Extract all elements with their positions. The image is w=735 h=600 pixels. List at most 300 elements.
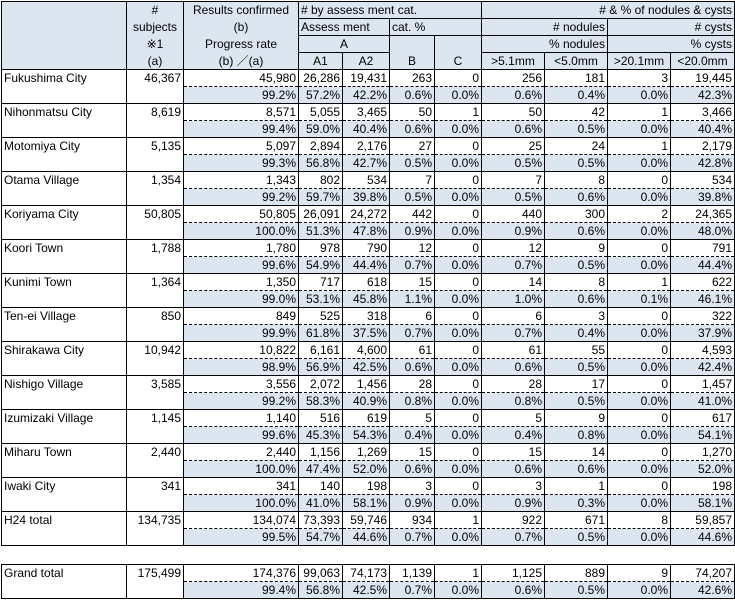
percent-cell: 0.0%	[435, 223, 482, 240]
percent-cell: 0.5%	[545, 529, 608, 546]
percent-cell: 41.0%	[299, 495, 343, 512]
count-cell: 6,161	[299, 342, 343, 359]
percent-cell: 0.0%	[435, 529, 482, 546]
percent-cell: 0.3%	[545, 495, 608, 512]
percent-cell: 0.1%	[608, 291, 671, 308]
header-results-line2: (b)	[184, 19, 299, 36]
count-cell: 28	[482, 376, 545, 393]
percent-cell: 0.9%	[390, 495, 435, 512]
percent-cell: 0.6%	[482, 121, 545, 138]
header-nodule-count: # nodules	[482, 19, 608, 36]
count-cell: 8	[608, 512, 671, 529]
percent-cell: 0.6%	[390, 121, 435, 138]
subjects-count: 341	[127, 478, 184, 512]
count-cell: 2	[608, 206, 671, 223]
percent-cell: 59.0%	[299, 121, 343, 138]
percent-cell: 0.0%	[608, 582, 671, 599]
count-cell: 263	[390, 70, 435, 87]
percent-cell: 0.0%	[435, 291, 482, 308]
municipality-name: Nishigo Village	[2, 376, 127, 410]
percent-cell: 61.8%	[299, 325, 343, 342]
percent-cell: 0.0%	[435, 393, 482, 410]
table-row	[2, 70, 735, 87]
percent-cell: 54.3%	[343, 427, 390, 444]
percent-cell: 0.0%	[608, 529, 671, 546]
percent-cell: 0.5%	[545, 121, 608, 138]
count-cell: 1	[545, 478, 608, 495]
percent-cell: 57.2%	[299, 87, 343, 104]
header-category-percent: cat. %	[390, 19, 482, 36]
count-cell: 1	[435, 104, 482, 121]
percent-cell: 0.6%	[482, 461, 545, 478]
subjects-count: 50,805	[127, 206, 184, 240]
percent-cell: 42.3%	[671, 87, 735, 104]
count-cell: 15	[482, 444, 545, 461]
subjects-count: 5,135	[127, 138, 184, 172]
percent-cell: 47.4%	[299, 461, 343, 478]
count-cell: 791	[671, 240, 735, 257]
count-cell: 0	[608, 308, 671, 325]
percent-cell: 53.1%	[299, 291, 343, 308]
count-cell: 59,746	[343, 512, 390, 529]
count-cell: 618	[343, 274, 390, 291]
percent-cell: 0.5%	[482, 155, 545, 172]
table-row	[2, 206, 735, 223]
percent-cell: 0.4%	[390, 427, 435, 444]
count-cell: 9	[545, 410, 608, 427]
percent-cell: 0.5%	[545, 359, 608, 376]
count-cell: 0	[435, 342, 482, 359]
count-cell: 3,466	[671, 104, 735, 121]
percent-cell: 0.0%	[608, 257, 671, 274]
header-results-line1: Results confirmed	[184, 2, 299, 19]
count-cell: 534	[343, 172, 390, 189]
percent-cell: 0.6%	[545, 189, 608, 206]
count-cell: 1,457	[671, 376, 735, 393]
percent-cell: 0.6%	[390, 87, 435, 104]
count-cell: 1,350	[184, 274, 299, 291]
header-nodule-percent: % nodules	[482, 36, 608, 53]
count-cell: 50	[390, 104, 435, 121]
percent-cell: 0.6%	[482, 582, 545, 599]
count-cell: 17	[545, 376, 608, 393]
count-cell: 2,179	[671, 138, 735, 155]
percent-cell: 0.7%	[390, 582, 435, 599]
count-cell: 0	[608, 478, 671, 495]
header-progress-rate: Progress rate	[184, 36, 299, 53]
header-progress-formula: (b) ／(a)	[184, 53, 299, 70]
table-row	[2, 138, 735, 155]
municipality-name: Izumizaki Village	[2, 410, 127, 444]
count-cell: 802	[299, 172, 343, 189]
percent-cell: 0.6%	[545, 461, 608, 478]
subjects-count: 1,354	[127, 172, 184, 206]
percent-cell: 0.0%	[608, 121, 671, 138]
count-cell: 26,091	[299, 206, 343, 223]
count-cell: 0	[435, 444, 482, 461]
percent-cell: 0.0%	[608, 223, 671, 240]
percent-cell: 0.0%	[435, 359, 482, 376]
count-cell: 74,207	[671, 565, 735, 582]
percent-cell: 42.7%	[343, 155, 390, 172]
percent-cell: 99.4%	[184, 121, 299, 138]
percent-cell: 0.9%	[482, 495, 545, 512]
percent-cell: 52.0%	[671, 461, 735, 478]
percent-cell: 0.6%	[545, 291, 608, 308]
percent-cell: 0.6%	[482, 87, 545, 104]
percent-cell: 0.0%	[608, 393, 671, 410]
count-cell: 442	[390, 206, 435, 223]
header-a1: A1	[299, 53, 343, 70]
percent-cell: 0.7%	[390, 257, 435, 274]
table-row	[2, 308, 735, 325]
percent-cell: 100.0%	[184, 223, 299, 240]
municipality-name: Otama Village	[2, 172, 127, 206]
percent-cell: 39.8%	[343, 189, 390, 206]
count-cell: 5,055	[299, 104, 343, 121]
count-cell: 440	[482, 206, 545, 223]
count-cell: 790	[343, 240, 390, 257]
subjects-count: 1,145	[127, 410, 184, 444]
municipality-name: Koriyama City	[2, 206, 127, 240]
count-cell: 0	[435, 172, 482, 189]
percent-cell: 0.0%	[608, 325, 671, 342]
table-row	[2, 104, 735, 121]
count-cell: 9	[608, 565, 671, 582]
count-cell: 55	[545, 342, 608, 359]
count-cell: 0	[435, 308, 482, 325]
municipality-name: Shirakawa City	[2, 342, 127, 376]
percent-cell: 0.0%	[435, 325, 482, 342]
municipality-name: Koori Town	[2, 240, 127, 274]
count-cell: 617	[671, 410, 735, 427]
percent-cell: 1.1%	[390, 291, 435, 308]
percent-cell: 42.4%	[671, 359, 735, 376]
percent-cell: 54.9%	[299, 257, 343, 274]
count-cell: 7	[390, 172, 435, 189]
subjects-count: 3,585	[127, 376, 184, 410]
count-cell: 717	[299, 274, 343, 291]
percent-cell: 0.4%	[545, 87, 608, 104]
count-cell: 619	[343, 410, 390, 427]
percent-cell: 45.3%	[299, 427, 343, 444]
count-cell: 525	[299, 308, 343, 325]
count-cell: 1,269	[343, 444, 390, 461]
count-cell: 534	[671, 172, 735, 189]
count-cell: 7	[482, 172, 545, 189]
percent-cell: 58.1%	[343, 495, 390, 512]
percent-cell: 0.7%	[482, 325, 545, 342]
count-cell: 27	[390, 138, 435, 155]
count-cell: 3	[390, 478, 435, 495]
header-blank	[2, 2, 127, 19]
count-cell: 978	[299, 240, 343, 257]
percent-cell: 0.5%	[545, 257, 608, 274]
count-cell: 25	[482, 138, 545, 155]
percent-cell: 1.0%	[482, 291, 545, 308]
municipality-name: H24 total	[2, 512, 127, 546]
percent-cell: 0.0%	[608, 427, 671, 444]
subjects-count: 8,619	[127, 104, 184, 138]
percent-cell: 0.4%	[482, 427, 545, 444]
header-cyst-lt: <20.0mm	[671, 53, 735, 70]
header-assessment-sub: Assess ment	[299, 19, 390, 36]
percent-cell: 56.8%	[299, 582, 343, 599]
municipality-name: Iwaki City	[2, 478, 127, 512]
percent-cell: 0.7%	[390, 325, 435, 342]
count-cell: 24,365	[671, 206, 735, 223]
subjects-count: 46,367	[127, 70, 184, 104]
table-row	[2, 376, 735, 393]
header-subjects-line2: subjects	[127, 19, 184, 36]
percent-cell: 40.4%	[671, 121, 735, 138]
count-cell: 0	[608, 376, 671, 393]
percent-cell: 0.0%	[608, 155, 671, 172]
table-row	[2, 172, 735, 189]
header-cyst-count: # cysts	[608, 19, 735, 36]
percent-cell: 37.9%	[671, 325, 735, 342]
count-cell: 181	[545, 70, 608, 87]
table-row	[2, 342, 735, 359]
percent-cell: 0.0%	[608, 189, 671, 206]
percent-cell: 0.5%	[482, 189, 545, 206]
percent-cell: 40.9%	[343, 393, 390, 410]
count-cell: 19,445	[671, 70, 735, 87]
percent-cell: 99.5%	[184, 529, 299, 546]
count-cell: 622	[671, 274, 735, 291]
count-cell: 1,156	[299, 444, 343, 461]
percent-cell: 0.0%	[435, 257, 482, 274]
percent-cell: 0.6%	[390, 359, 435, 376]
count-cell: 12	[482, 240, 545, 257]
percent-cell: 99.4%	[184, 582, 299, 599]
count-cell: 1	[435, 512, 482, 529]
count-cell: 3,556	[184, 376, 299, 393]
count-cell: 934	[390, 512, 435, 529]
thyroid-exam-results-table	[1, 1, 735, 599]
header-a2: A2	[343, 53, 390, 70]
percent-cell: 0.0%	[435, 582, 482, 599]
percent-cell: 0.0%	[435, 461, 482, 478]
count-cell: 5,097	[184, 138, 299, 155]
percent-cell: 44.4%	[671, 257, 735, 274]
count-cell: 1,125	[482, 565, 545, 582]
count-cell: 8,571	[184, 104, 299, 121]
percent-cell: 100.0%	[184, 461, 299, 478]
count-cell: 174,376	[184, 565, 299, 582]
municipality-name: Nihonmatsu City	[2, 104, 127, 138]
percent-cell: 0.0%	[435, 155, 482, 172]
count-cell: 0	[435, 138, 482, 155]
count-cell: 1,140	[184, 410, 299, 427]
header-subjects-line3: ※1	[127, 36, 184, 53]
count-cell: 318	[343, 308, 390, 325]
percent-cell: 56.9%	[299, 359, 343, 376]
count-cell: 0	[435, 376, 482, 393]
count-cell: 73,393	[299, 512, 343, 529]
percent-cell: 0.0%	[608, 87, 671, 104]
percent-cell: 0.6%	[545, 223, 608, 240]
percent-cell: 0.7%	[482, 529, 545, 546]
percent-cell: 0.0%	[435, 121, 482, 138]
count-cell: 42	[545, 104, 608, 121]
count-cell: 0	[435, 478, 482, 495]
count-cell: 3	[608, 70, 671, 87]
percent-cell: 99.9%	[184, 325, 299, 342]
percent-cell: 0.8%	[390, 393, 435, 410]
percent-cell: 0.0%	[608, 359, 671, 376]
count-cell: 0	[608, 342, 671, 359]
percent-cell: 98.9%	[184, 359, 299, 376]
count-cell: 0	[608, 240, 671, 257]
count-cell: 3	[545, 308, 608, 325]
count-cell: 134,074	[184, 512, 299, 529]
header-cyst-percent: % cysts	[608, 36, 735, 53]
percent-cell: 0.0%	[435, 189, 482, 206]
count-cell: 6	[482, 308, 545, 325]
municipality-name: Ten-ei Village	[2, 308, 127, 342]
count-cell: 5	[390, 410, 435, 427]
count-cell: 671	[545, 512, 608, 529]
percent-cell: 0.5%	[545, 582, 608, 599]
percent-cell: 0.0%	[435, 87, 482, 104]
header-b: B	[390, 53, 435, 70]
count-cell: 140	[299, 478, 343, 495]
percent-cell: 44.4%	[343, 257, 390, 274]
header-nodules-cysts-title: # & % of nodules & cysts	[482, 2, 735, 19]
percent-cell: 45.8%	[343, 291, 390, 308]
header-group-a: A	[299, 36, 390, 53]
count-cell: 74,173	[343, 565, 390, 582]
percent-cell: 0.0%	[435, 495, 482, 512]
percent-cell: 0.8%	[482, 393, 545, 410]
count-cell: 61	[390, 342, 435, 359]
percent-cell: 42.5%	[343, 359, 390, 376]
count-cell: 849	[184, 308, 299, 325]
count-cell: 6	[390, 308, 435, 325]
subjects-count: 1,788	[127, 240, 184, 274]
percent-cell: 99.2%	[184, 393, 299, 410]
percent-cell: 0.9%	[482, 223, 545, 240]
count-cell: 24,272	[343, 206, 390, 223]
percent-cell: 0.0%	[608, 461, 671, 478]
count-cell: 322	[671, 308, 735, 325]
count-cell: 1,780	[184, 240, 299, 257]
count-cell: 9	[545, 240, 608, 257]
subjects-count: 175,499	[127, 565, 184, 599]
percent-cell: 99.6%	[184, 427, 299, 444]
percent-cell: 99.3%	[184, 155, 299, 172]
count-cell: 0	[608, 410, 671, 427]
percent-cell: 0.7%	[390, 529, 435, 546]
count-cell: 922	[482, 512, 545, 529]
header-nodule-gt: >5.1mm	[482, 53, 545, 70]
count-cell: 341	[184, 478, 299, 495]
count-cell: 8	[545, 274, 608, 291]
table-row	[2, 240, 735, 257]
subjects-count: 134,735	[127, 512, 184, 546]
count-cell: 0	[435, 240, 482, 257]
percent-cell: 42.5%	[343, 582, 390, 599]
count-cell: 2,440	[184, 444, 299, 461]
count-cell: 256	[482, 70, 545, 87]
percent-cell: 99.2%	[184, 87, 299, 104]
count-cell: 0	[435, 274, 482, 291]
percent-cell: 0.4%	[545, 325, 608, 342]
count-cell: 0	[435, 410, 482, 427]
count-cell: 1,456	[343, 376, 390, 393]
count-cell: 5	[482, 410, 545, 427]
count-cell: 12	[390, 240, 435, 257]
percent-cell: 59.7%	[299, 189, 343, 206]
count-cell: 1	[608, 274, 671, 291]
count-cell: 1	[435, 565, 482, 582]
count-cell: 10,822	[184, 342, 299, 359]
municipality-name: Grand total	[2, 565, 127, 599]
percent-cell: 0.9%	[390, 223, 435, 240]
municipality-name: Kunimi Town	[2, 274, 127, 308]
percent-cell: 0.0%	[435, 427, 482, 444]
percent-cell: 0.7%	[482, 257, 545, 274]
count-cell: 300	[545, 206, 608, 223]
count-cell: 15	[390, 444, 435, 461]
percent-cell: 46.1%	[671, 291, 735, 308]
count-cell: 14	[482, 274, 545, 291]
percent-cell: 0.5%	[390, 155, 435, 172]
percent-cell: 100.0%	[184, 495, 299, 512]
municipality-name: Miharu Town	[2, 444, 127, 478]
percent-cell: 99.0%	[184, 291, 299, 308]
count-cell: 15	[390, 274, 435, 291]
table-row	[2, 565, 735, 582]
header-cyst-gt: >20.1mm	[608, 53, 671, 70]
table-row	[2, 274, 735, 291]
count-cell: 0	[435, 70, 482, 87]
percent-cell: 58.3%	[299, 393, 343, 410]
percent-cell: 47.8%	[343, 223, 390, 240]
count-cell: 50	[482, 104, 545, 121]
subjects-count: 850	[127, 308, 184, 342]
subjects-count: 10,942	[127, 342, 184, 376]
count-cell: 61	[482, 342, 545, 359]
count-cell: 4,593	[671, 342, 735, 359]
header-c: C	[435, 53, 482, 70]
percent-cell: 56.8%	[299, 155, 343, 172]
count-cell: 8	[545, 172, 608, 189]
municipality-name: Fukushima City	[2, 70, 127, 104]
percent-cell: 39.8%	[671, 189, 735, 206]
percent-cell: 0.5%	[545, 155, 608, 172]
subjects-count: 1,364	[127, 274, 184, 308]
count-cell: 3	[482, 478, 545, 495]
percent-cell: 42.8%	[671, 155, 735, 172]
count-cell: 1	[608, 138, 671, 155]
count-cell: 50,805	[184, 206, 299, 223]
header-subjects-line1: #	[127, 2, 184, 19]
count-cell: 99,063	[299, 565, 343, 582]
percent-cell: 42.6%	[671, 582, 735, 599]
percent-cell: 99.2%	[184, 189, 299, 206]
percent-cell: 0.8%	[545, 427, 608, 444]
percent-cell: 0.5%	[390, 189, 435, 206]
percent-cell: 52.0%	[343, 461, 390, 478]
count-cell: 1,270	[671, 444, 735, 461]
percent-cell: 0.6%	[482, 359, 545, 376]
count-cell: 516	[299, 410, 343, 427]
count-cell: 0	[435, 206, 482, 223]
percent-cell: 42.2%	[343, 87, 390, 104]
percent-cell: 37.5%	[343, 325, 390, 342]
